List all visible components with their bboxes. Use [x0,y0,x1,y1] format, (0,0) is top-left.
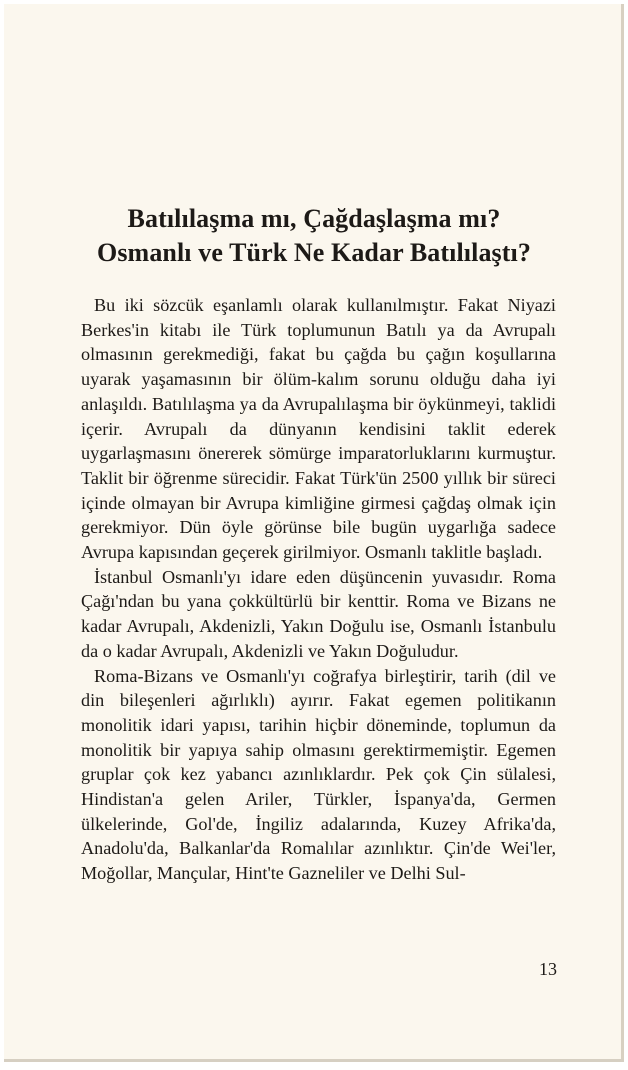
body-text [81,293,556,886]
paragraph-1: Bu iki sözcük eşanlamlı olarak kullanılmıştır. Fakat Niyazi Berkes'in kitabı ile Türk toplumunun Batılı ya da Avrupalı olmasının gerekmediği, fakat bu çağda bu çağın koşullarına uyarak yaşamasının bir ölüm-kalım sorunu olduğu daha iyi anlaşıldı. Batılılaşma ya da Avrupalılaşma bir öykünmeyi, taklidi içerir. Avrupalı da dünyanın kendisini taklit ederek uygarlaşmasını önererek sömürge imparatorluklarını kurmuştur. Taklit bir öğrenme sürecidir. Fakat Türk'ün 2500 yıllık bir süreci içinde olmayan bir Avrupa kimliğine girmesi çağdaş olmak için gerekmiyor. Dün öyle görünse bile bugün uygarlığa sadece Avrupa kapısından geçerek girilmiyor. Osmanlı taklitle başladı. [81,295,556,563]
page-number: 13 [539,959,557,979]
paragraph-2: İstanbul Osmanlı'yı idare eden düşüncenin yuvasıdır. Roma Çağı'ndan bu yana çokkültürlü bir kenttir. Roma ve Bizans ne kadar Avrupalı, Akdenizli, Yakın Doğulu ise, Osmanlı İstanbulu da o kadar Avrupalı, Akdenizli ve Yakın Doğuludur. [81,566,556,661]
page-edge [621,4,624,1062]
page-bottom-edge [4,1059,624,1062]
chapter-title [4,202,624,270]
book-page [4,4,624,1062]
paragraph-3: Roma-Bizans ve Osmanlı'yı coğrafya birleştirir, tarih (dil ve din bileşenleri ağırlıklı) ayırır. Fakat egemen politikanın monolitik idari yapısı, tarihin hiçbir döneminde, toplumun da monolitik bir yapıya sahip olmasını gerektirmemiştir. Egemen gruplar çok kez yabancı azınlıklardır. Pek çok Çin sülalesi, Hindistan'a gelen Ariler, Türkler, İspanya'da, Germen ülkelerinde, Gol'de, İngiliz adalarında, Kuzey Afrika'da, Anadolu'da, Balkanlar'da Romalılar azınlıktır. Çin'de Wei'ler, Moğollar, Mançular, Hint'te Gazneliler ve Delhi Sul- [81,665,556,884]
chapter-title-line-2: Osmanlı ve Türk Ne Kadar Batılılaştı? [97,238,531,267]
chapter-title-line-1: Batılılaşma mı, Çağdaşlaşma mı? [127,204,501,233]
